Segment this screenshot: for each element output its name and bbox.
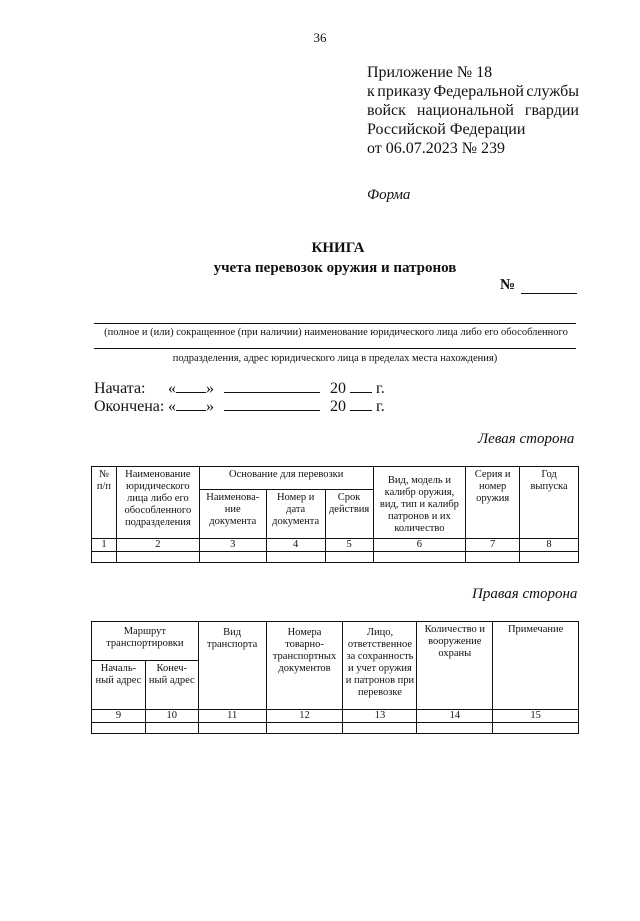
- column-number: 13: [343, 710, 417, 723]
- empty-cell[interactable]: [198, 723, 266, 734]
- column-number: 1: [92, 539, 117, 552]
- year-blank[interactable]: [350, 378, 372, 393]
- close-quote: »: [206, 398, 214, 415]
- header-num: № п/п: [92, 467, 117, 539]
- column-number: 9: [92, 710, 146, 723]
- day-blank[interactable]: [176, 378, 206, 393]
- empty-cell[interactable]: [92, 723, 146, 734]
- number-sign: №: [500, 277, 516, 293]
- appendix-word: приказу: [377, 83, 431, 100]
- empty-cell[interactable]: [145, 723, 198, 734]
- appendix-line-2: [367, 82, 579, 101]
- close-quote: »: [206, 380, 214, 397]
- document-title: КНИГА: [311, 240, 365, 256]
- appendix-line-4: Российской Федерации: [367, 121, 526, 138]
- year-suffix: г.: [376, 398, 385, 415]
- header-guards: Количество и вооружение охраны: [417, 622, 493, 710]
- left-side-table: [91, 466, 579, 563]
- right-side-label: Правая сторона: [472, 586, 578, 602]
- org-name-line-2[interactable]: [94, 348, 576, 349]
- number-blank[interactable]: [521, 279, 577, 294]
- org-caption-1: (полное и (или) сокращенное (при наличии) наименование юридического лица либо его обособленного: [104, 327, 568, 338]
- empty-cell[interactable]: [92, 552, 117, 563]
- ended-label: Окончена:: [94, 398, 165, 415]
- column-number: 4: [266, 539, 325, 552]
- date-ended-row: [94, 396, 385, 416]
- empty-cell[interactable]: [493, 723, 579, 734]
- org-name-line[interactable]: [94, 323, 576, 324]
- year-suffix: г.: [376, 380, 385, 397]
- column-number: 5: [325, 539, 373, 552]
- column-number: 2: [116, 539, 199, 552]
- header-doc-number: Номер и дата документа: [266, 490, 325, 539]
- header-route-end: Конеч-ный адрес: [145, 661, 198, 710]
- header-term: Срок действия: [325, 490, 373, 539]
- form-label: Форма: [367, 187, 411, 203]
- empty-cell[interactable]: [266, 552, 325, 563]
- appendix-word: войск: [367, 102, 406, 119]
- month-blank[interactable]: [224, 378, 320, 393]
- header-year: Год выпуска: [520, 467, 579, 539]
- header-org-name: Наименование юридического лица либо его обособленного подразделения: [116, 467, 199, 539]
- empty-cell[interactable]: [466, 552, 520, 563]
- appendix-block: [367, 63, 579, 158]
- column-number: 14: [417, 710, 493, 723]
- header-doc-name: Наименова-ние документа: [199, 490, 266, 539]
- org-caption-2: подразделения, адрес юридического лица в пределах места нахождения): [172, 353, 498, 364]
- appendix-line-5: от 06.07.2023 № 239: [367, 140, 506, 157]
- table-row: [92, 723, 579, 734]
- empty-cell[interactable]: [116, 552, 199, 563]
- appendix-word: Федеральной: [433, 83, 524, 100]
- appendix-word: к: [367, 83, 375, 100]
- appendix-word: национальной: [416, 102, 514, 119]
- appendix-line-3: [367, 101, 579, 120]
- header-series: Серия и номер оружия: [466, 467, 520, 539]
- header-route: Маршрут транспортировки: [92, 622, 199, 661]
- page-number: 36: [313, 30, 327, 45]
- empty-cell[interactable]: [266, 723, 343, 734]
- column-number: 3: [199, 539, 266, 552]
- table-row: [92, 552, 579, 563]
- column-number: 11: [198, 710, 266, 723]
- book-number: [500, 277, 577, 294]
- empty-cell[interactable]: [199, 552, 266, 563]
- header-note: Примечание: [493, 622, 579, 710]
- column-number: 10: [145, 710, 198, 723]
- day-blank[interactable]: [176, 396, 206, 411]
- header-waybills: Номера товарно-транспортных документов: [266, 622, 343, 710]
- open-quote: «: [168, 380, 176, 397]
- right-side-table: [91, 621, 579, 734]
- empty-cell[interactable]: [520, 552, 579, 563]
- appendix-line-1: Приложение № 18: [367, 64, 493, 81]
- empty-cell[interactable]: [373, 552, 466, 563]
- date-started-row: [94, 378, 385, 398]
- open-quote: «: [168, 398, 176, 415]
- year-blank[interactable]: [350, 396, 372, 411]
- left-side-label: Левая сторона: [478, 431, 575, 447]
- month-blank[interactable]: [224, 396, 320, 411]
- column-number: 15: [493, 710, 579, 723]
- empty-cell[interactable]: [325, 552, 373, 563]
- started-label: Начата:: [94, 380, 146, 397]
- header-route-start: Началь-ный адрес: [92, 661, 146, 710]
- column-number: 7: [466, 539, 520, 552]
- year-prefix: 20: [330, 398, 346, 415]
- appendix-word: гвардии: [524, 102, 579, 119]
- appendix-word: службы: [526, 83, 579, 100]
- empty-cell[interactable]: [417, 723, 493, 734]
- column-number: 8: [520, 539, 579, 552]
- document-subtitle: учета перевозок оружия и патронов: [213, 260, 457, 276]
- header-responsible: Лицо, ответственное за сохранность и учет оружия и патронов при перевозке: [343, 622, 417, 710]
- header-basis: Основание для перевозки: [199, 467, 373, 490]
- column-number: 6: [373, 539, 466, 552]
- header-weapon: Вид, модель и калибр оружия, вид, тип и калибр патронов и их количество: [373, 467, 466, 539]
- empty-cell[interactable]: [343, 723, 417, 734]
- year-prefix: 20: [330, 380, 346, 397]
- header-transport: Вид транспорта: [198, 622, 266, 710]
- column-number: 12: [266, 710, 343, 723]
